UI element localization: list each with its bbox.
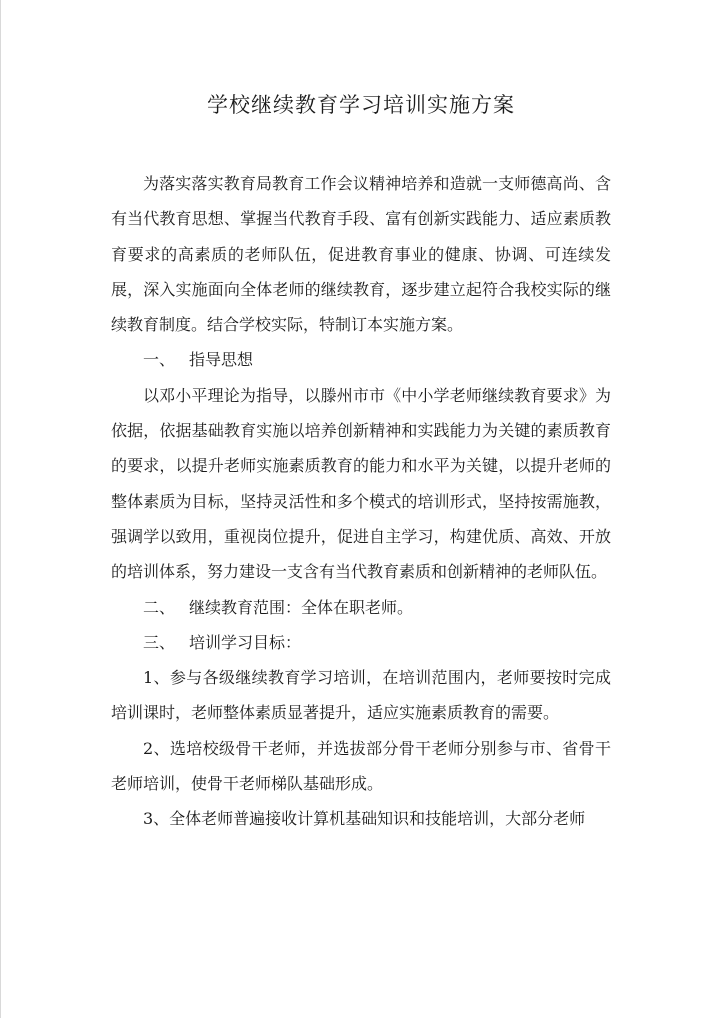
list-item: 3、全体老师普遍接收计算机基础知识和技能培训，大部分老师 [143,809,586,829]
section-title-1: 指导思想 [189,350,254,370]
list-item: 2、选培校级骨干老师，并选拔部分骨干老师分别参与市、省骨干老师培训，使骨干老师梯队基础形成。 [111,738,611,794]
document-body [111,166,611,837]
section-title-3: 培训学习目标： [189,632,302,652]
section-heading-2 [111,590,611,625]
document-title: 学校继续教育学习培训实施方案 [207,93,515,117]
section-heading-3 [111,625,611,660]
section-heading-1 [111,342,611,377]
section-paragraph-1: 以邓小平理论为指导，以滕州市市《中小学老师继续教育要求》为依据，依据基础教育实施以培养创新精神和实践能力为关键的素质教育的要求，以提升老师实施素质教育的能力和水平为关键，以提升老师的整体素质为目标，坚持灵活性和多个模式的培训形式，坚持按需施教，强调学以致用，重视岗位提升，促进自主学习，构建优质、高效、开放的培训体系，努力建设一支含有当代教育素质和创新精神的老师队伍。 [111,385,611,582]
section-number-3: 三、 [143,632,176,652]
intro-paragraph: 为落实落实教育局教育工作会议精神培养和造就一支师德高尚、含有当代教育思想、掌握当代教育手段、富有创新实践能力、适应素质教育要求的高素质的老师队伍，促进教育事业的健康、协调、可连续发展，深入实施面向全体老师的继续教育，逐步建立起符合我校实际的继续教育制度。结合学校实际，特制订本实施方案。 [111,174,611,335]
section-number-2: 二、 [143,597,176,617]
list-item: 1、参与各级继续教育学习培训，在培训范围内，老师要按时完成培训课时，老师整体素质显著提升，适应实施素质教育的需要。 [111,668,611,723]
section-number-1: 一、 [143,350,176,370]
section-title-2: 继续教育范围：全体在职老师。 [189,597,414,617]
